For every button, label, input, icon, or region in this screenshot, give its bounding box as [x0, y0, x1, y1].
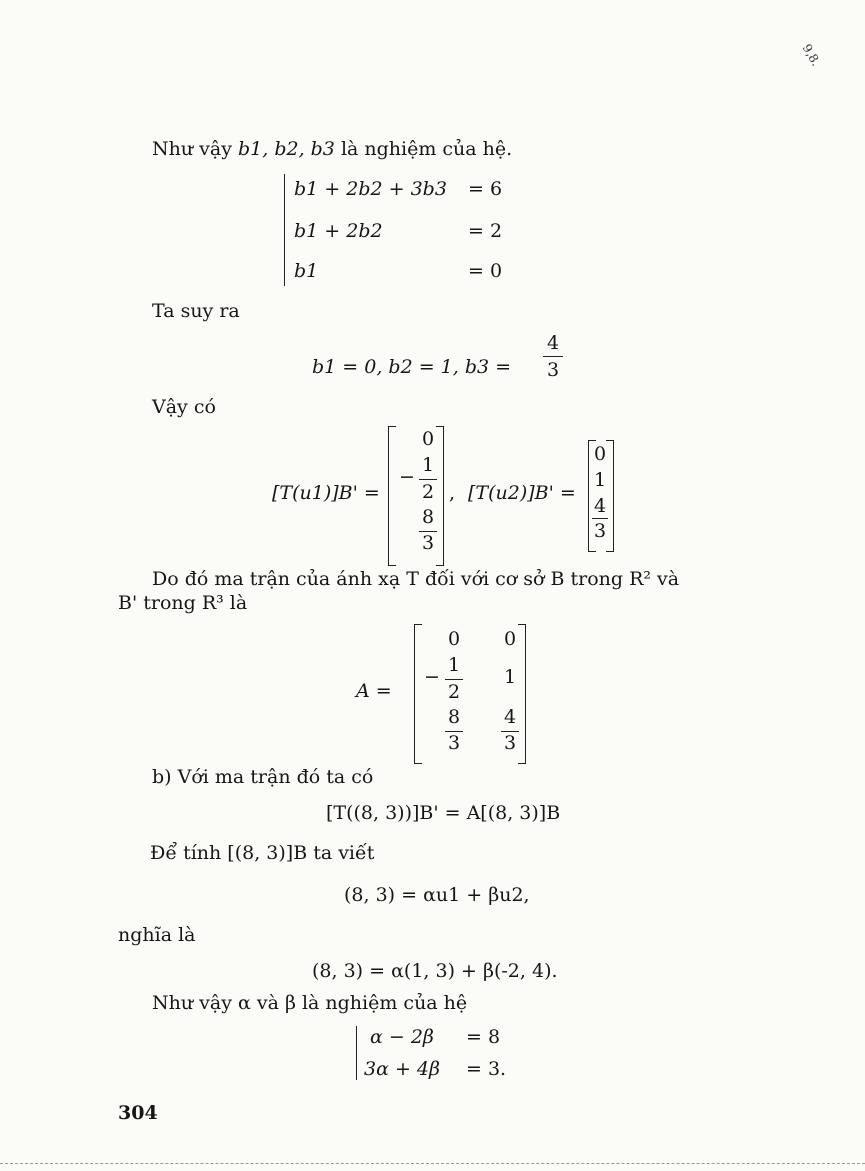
paragraph-8: Như vậy α và β là nghiệm của hệ: [152, 992, 468, 1014]
vec1-entry-0: 0: [421, 428, 435, 450]
p1-lead: Như vậy: [152, 138, 232, 160]
system2-row1-rhs: = 8: [466, 1026, 501, 1048]
vec1-comma: ,: [449, 482, 456, 504]
vec1-entry-4: 3: [421, 532, 435, 554]
p1-vars: b1, b2, b3: [237, 138, 335, 160]
matrix-c2-3: 3: [503, 732, 517, 754]
matrix-label: A =: [356, 680, 392, 702]
minus-sign: −: [424, 666, 440, 688]
matrix-c1-4: 3: [447, 732, 461, 754]
system2-row2-rhs: = 3.: [466, 1058, 507, 1080]
paragraph-7: nghĩa là: [118, 924, 196, 946]
system1-row1-lhs: b1 + 2b2 + 3b3: [294, 178, 447, 200]
system2-brace: [356, 1026, 357, 1080]
matrix-c2-1: 1: [503, 666, 517, 688]
system1-brace: [284, 174, 285, 286]
footer-divider: [0, 1163, 865, 1164]
paragraph-4-line2: B' trong R³ là: [118, 592, 248, 614]
vec2-entry-1: 1: [593, 469, 607, 491]
vec1-entry-1: 1: [421, 454, 435, 476]
vec1-entry-3: 8: [421, 506, 435, 528]
vec1-entry-2: 2: [421, 481, 435, 503]
fraction-bar: [445, 679, 463, 680]
paragraph-4-line1: Do đó ma trận của ánh xạ T đối với cơ sở B trong R² và: [152, 568, 680, 590]
minus-sign: −: [399, 466, 415, 488]
paragraph-1: [152, 138, 512, 160]
vec2-entry-0: 0: [593, 443, 607, 465]
p1-tail: là nghiệm của hệ.: [340, 138, 513, 160]
matrix-c2-2: 4: [503, 706, 517, 728]
matrix-c2-0: 0: [503, 628, 517, 650]
fraction-bar: [592, 518, 608, 519]
system2-row1-lhs: α − 2β: [370, 1026, 434, 1048]
corner-mark: 9,8.: [799, 41, 824, 69]
solution-den: 3: [546, 359, 560, 381]
equation-2: (8, 3) = αu1 + βu2,: [344, 884, 530, 906]
paragraph-5: b) Với ma trận đó ta có: [152, 766, 374, 788]
paragraph-6: Để tính [(8, 3)]B ta viết: [150, 842, 375, 864]
vec2-label: [T(u2)]B' =: [468, 482, 576, 504]
system1-row2-rhs: = 2: [468, 220, 503, 242]
vec1-label: [T(u1)]B' =: [272, 482, 380, 504]
vec2-entry-3: 3: [593, 520, 607, 542]
system1-row3-lhs: b1: [294, 260, 319, 282]
system1-row3-rhs: = 0: [468, 260, 503, 282]
matrix-c1-3: 8: [447, 706, 461, 728]
paragraph-3: Vậy có: [152, 396, 216, 418]
fraction-bar: [543, 356, 563, 357]
paragraph-2: Ta suy ra: [152, 300, 240, 322]
system1-row2-lhs: b1 + 2b2: [294, 220, 383, 242]
matrix-c1-2: 2: [447, 681, 461, 703]
vec1-left-bracket: [388, 426, 396, 566]
fraction-bar: [419, 479, 437, 480]
equation-3: (8, 3) = α(1, 3) + β(-2, 4).: [312, 960, 558, 982]
matrix-c1-0: 0: [447, 628, 461, 650]
equation-1: [T((8, 3))]B' = A[(8, 3)]B: [326, 802, 561, 824]
solution-num: 4: [546, 332, 560, 354]
matrix-left-bracket: [414, 624, 422, 764]
solution-fraction: [543, 332, 563, 381]
system1-row1-rhs: = 6: [468, 178, 503, 200]
system2-row2-lhs: 3α + 4β: [364, 1058, 440, 1080]
vec2-entry-2: 4: [593, 495, 607, 517]
solution-text: b1 = 0, b2 = 1, b3 =: [312, 356, 512, 378]
page-number: 304: [118, 1102, 158, 1124]
matrix-c1-1: 1: [447, 654, 461, 676]
